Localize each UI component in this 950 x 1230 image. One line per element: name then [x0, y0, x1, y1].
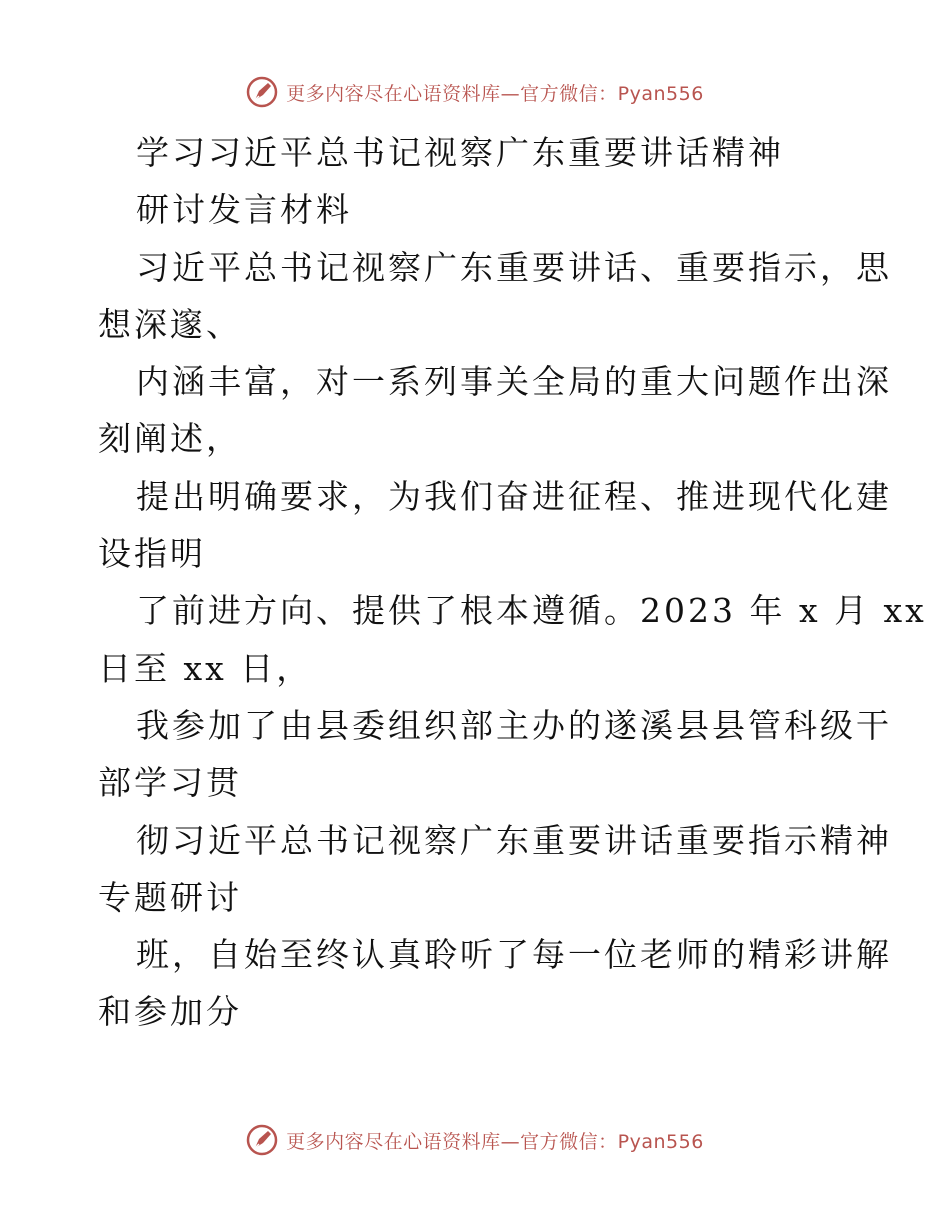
- document-body: [98, 124, 927, 1041]
- pen-circle-logo-icon: [246, 76, 278, 108]
- document-line: 习近平总书记视察广东重要讲话、重要指示，思: [136, 247, 892, 287]
- document-line: 提出明确要求，为我们奋进征程、推进现代化建: [136, 476, 892, 516]
- document-line: 日至 xx 日，: [98, 648, 313, 688]
- document-line: 想深邃、: [98, 304, 242, 344]
- footer-watermark-banner: [0, 1120, 950, 1160]
- document-line: 部学习贯: [98, 763, 242, 803]
- header-watermark-banner: [0, 72, 950, 112]
- header-watermark-text: 更多内容尽在心语资料库—官方微信：Pyan556: [286, 82, 704, 105]
- footer-watermark-text: 更多内容尽在心语资料库—官方微信：Pyan556: [286, 1130, 704, 1153]
- document-line: 学习习近平总书记视察广东重要讲话精神: [136, 133, 784, 172]
- pen-circle-logo-icon: [246, 1124, 278, 1156]
- document-line: 专题研讨: [98, 877, 242, 917]
- document-line: 和参加分: [98, 992, 242, 1032]
- document-line: 刻阐述，: [98, 419, 242, 459]
- document-line: 了前进方向、提供了根本遵循。2023 年 x 月 xx: [136, 591, 927, 631]
- document-line: 彻习近平总书记视察广东重要讲话重要指示精神: [136, 820, 892, 860]
- document-line: 设指明: [98, 534, 206, 574]
- document-line: 研讨发言材料: [136, 190, 352, 230]
- document-line: 内涵丰富，对一系列事关全局的重大问题作出深: [136, 362, 892, 402]
- document-line: 我参加了由县委组织部主办的遂溪县县管科级干: [136, 705, 892, 745]
- document-line: 班，自始至终认真聆听了每一位老师的精彩讲解: [136, 935, 892, 975]
